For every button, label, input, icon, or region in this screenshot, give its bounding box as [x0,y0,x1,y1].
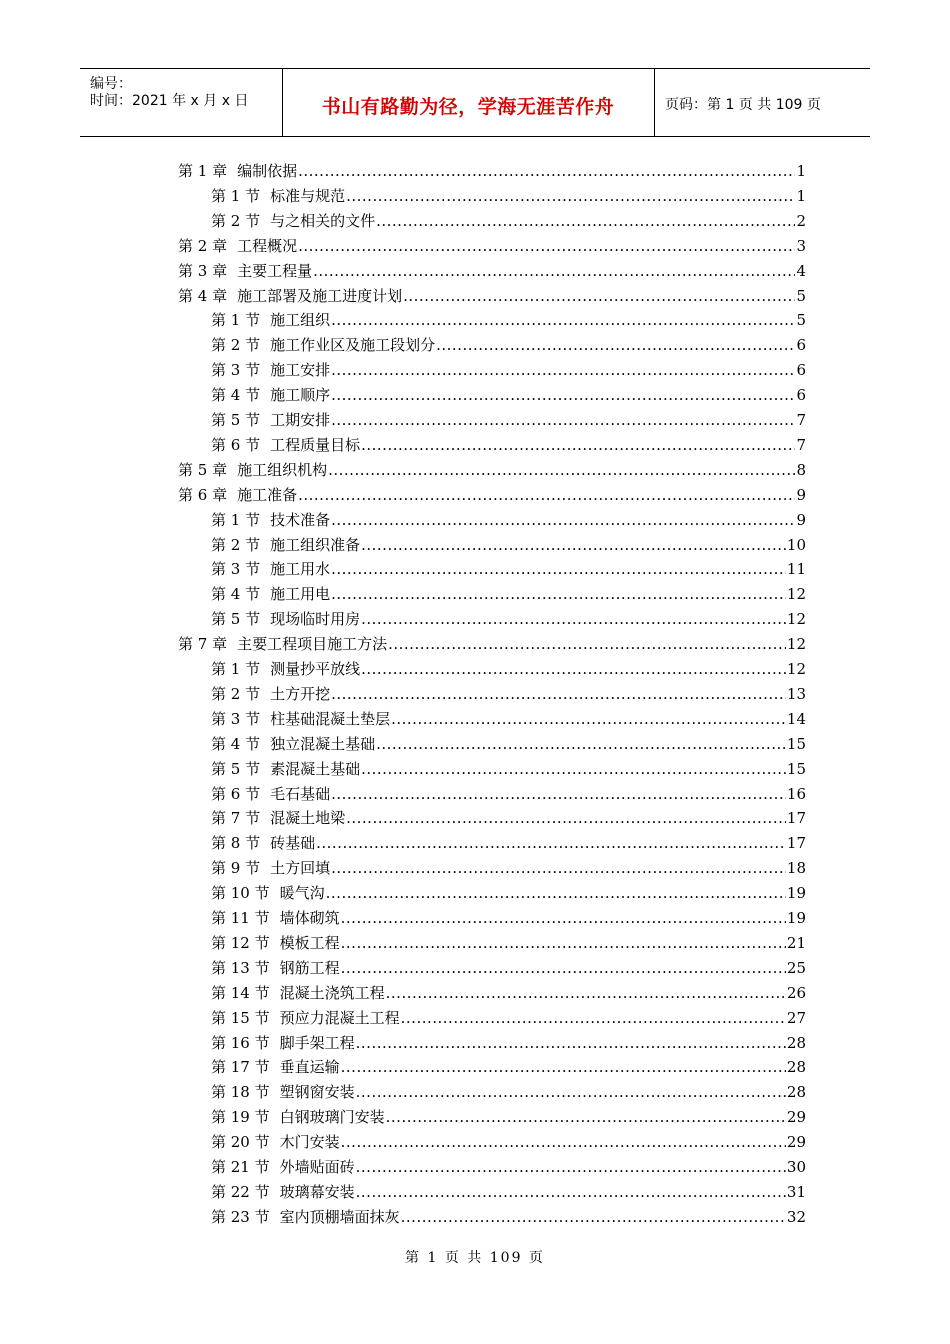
toc-section-entry[interactable] [211,359,806,381]
toc-chapter-entry[interactable] [178,484,806,506]
toc-dot-leader [298,160,795,182]
toc-entry-page: 21 [786,933,806,952]
toc-section-entry[interactable] [211,658,806,680]
toc-section-entry[interactable] [211,907,806,929]
toc-entry-title: 室内顶棚墙面抹灰 [279,1207,400,1226]
toc-entry-title: 预应力混凝土工程 [279,1008,400,1027]
toc-entry-number: 第 5 章 [178,460,228,479]
toc-entry-page: 9 [796,510,806,529]
page-header [80,68,870,137]
toc-entry-title: 混凝土浇筑工程 [279,983,385,1002]
toc-entry-title: 土方开挖 [270,684,331,703]
toc-dot-leader [331,409,795,431]
toc-entry-number: 第 21 节 [211,1158,270,1176]
toc-entry-number: 第 1 章 [178,162,228,180]
header-motto: 书山有路勤为径，学海无涯苦作舟 [321,96,615,118]
toc-section-entry[interactable] [211,783,806,805]
toc-chapter-entry[interactable] [178,235,806,257]
toc-entry-title: 标准与规范 [270,186,346,205]
toc-entry-title: 玻璃幕安装 [279,1182,355,1201]
toc-entry-page: 1 [796,186,806,205]
toc-entry-title: 施工组织准备 [270,535,361,554]
toc-dot-leader [341,1131,786,1153]
toc-section-entry[interactable] [211,509,806,531]
toc-entry-page: 6 [796,336,806,355]
toc-entry-number: 第 13 节 [211,958,270,977]
toc-entry-page: 5 [796,311,806,330]
toc-dot-leader [331,384,795,406]
toc-entry-page: 11 [786,560,806,579]
toc-entry-page: 25 [786,958,806,977]
toc-entry-title: 施工用水 [270,560,331,579]
toc-dot-leader [341,907,786,929]
toc-dot-leader [341,1056,786,1078]
toc-dot-leader [361,608,786,630]
toc-entry-title: 素混凝土基础 [270,759,361,778]
toc-entry-page: 8 [796,460,806,479]
toc-dot-leader [356,1156,786,1178]
toc-entry-page: 12 [786,610,806,629]
toc-dot-leader [386,982,786,1004]
toc-dot-leader [356,1181,786,1203]
toc-entry-page: 17 [786,809,806,828]
toc-entry-number: 第 10 节 [211,884,270,903]
toc-entry-number: 第 2 节 [211,684,261,703]
toc-entry-title: 施工作业区及施工段划分 [270,336,436,355]
toc-entry-title: 施工顺序 [270,386,331,405]
document-number-label: 编号： [90,76,132,92]
toc-entry-number: 第 20 节 [211,1133,270,1152]
toc-entry-page: 28 [786,1058,806,1077]
toc-section-entry[interactable] [211,957,806,979]
toc-chapter-entry[interactable] [178,459,806,481]
toc-dot-leader [391,708,786,730]
toc-entry-number: 第 3 节 [211,709,261,728]
toc-section-entry[interactable] [211,733,806,755]
toc-entry-number: 第 6 节 [211,784,261,803]
toc-entry-title: 主要工程项目施工方法 [237,635,388,654]
toc-chapter-entry[interactable] [178,160,806,182]
toc-entry-title: 施工组织 [270,311,331,330]
toc-entry-number: 第 6 节 [211,435,261,454]
toc-dot-leader [331,783,786,805]
header-page-info: 页码：第 1 页 共 109 页 [665,97,821,113]
toc-entry-title: 测量抄平放线 [270,660,361,678]
toc-entry-page: 16 [786,784,806,803]
toc-entry-page: 1 [796,162,806,180]
toc-entry-number: 第 1 节 [211,660,261,678]
toc-entry-page: 28 [786,1033,806,1052]
toc-section-entry[interactable] [211,882,806,904]
toc-entry-number: 第 4 节 [211,585,261,604]
toc-entry-number: 第 2 节 [211,211,261,230]
toc-dot-leader [401,1206,786,1228]
toc-section-entry[interactable] [211,434,806,456]
toc-entry-title: 编制依据 [237,162,298,180]
toc-entry-page: 29 [786,1108,806,1127]
toc-section-entry[interactable] [211,384,806,406]
toc-dot-leader [331,857,786,879]
toc-section-entry[interactable] [211,857,806,879]
toc-entry-page: 19 [786,884,806,903]
toc-entry-page: 31 [786,1182,806,1201]
toc-entry-title: 独立混凝土基础 [270,734,376,753]
toc-section-entry[interactable] [211,1131,806,1153]
toc-entry-title: 塑钢窗安装 [279,1083,355,1102]
toc-dot-leader [331,359,795,381]
toc-entry-title: 毛石基础 [270,784,331,803]
toc-entry-title: 砖基础 [270,834,316,853]
toc-dot-leader [341,957,786,979]
toc-entry-page: 3 [796,236,806,255]
toc-entry-number: 第 3 节 [211,361,261,380]
toc-entry-number: 第 3 章 [178,261,228,280]
toc-entry-title: 钢筋工程 [279,958,340,977]
toc-entry-page: 14 [786,709,806,728]
toc-entry-title: 脚手架工程 [279,1033,355,1052]
toc-entry-title: 现场临时用房 [270,610,361,629]
toc-entry-title: 技术准备 [270,510,331,529]
toc-chapter-entry[interactable] [178,285,806,307]
toc-dot-leader [313,260,795,282]
toc-entry-title: 柱基础混凝土垫层 [270,709,391,728]
toc-section-entry[interactable] [211,1032,806,1054]
toc-entry-page: 17 [786,834,806,853]
toc-entry-page: 9 [796,485,806,504]
toc-entry-page: 5 [796,286,806,305]
toc-entry-title: 墙体砌筑 [279,909,340,927]
toc-entry-number: 第 18 节 [211,1083,270,1102]
toc-section-entry[interactable] [211,534,806,556]
toc-entry-title: 模板工程 [279,933,340,952]
toc-entry-page: 30 [786,1158,806,1176]
toc-entry-number: 第 5 节 [211,759,261,778]
toc-entry-number: 第 7 节 [211,809,261,828]
toc-entry-page: 12 [786,585,806,604]
toc-dot-leader [331,583,786,605]
toc-dot-leader [403,285,795,307]
toc-dot-leader [331,683,786,705]
toc-dot-leader [346,185,795,207]
toc-entry-title: 土方回填 [270,859,331,878]
toc-entry-number: 第 14 节 [211,983,270,1002]
toc-entry-page: 10 [786,535,806,554]
toc-entry-title: 主要工程量 [237,261,313,280]
toc-entry-number: 第 4 节 [211,386,261,405]
toc-section-entry[interactable] [211,1206,806,1228]
toc-entry-page: 7 [796,435,806,454]
toc-entry-title: 外墙贴面砖 [279,1158,355,1176]
toc-entry-title: 施工安排 [270,361,331,380]
toc-section-entry[interactable] [211,807,806,829]
toc-dot-leader [401,1007,786,1029]
toc-entry-number: 第 15 节 [211,1008,270,1027]
toc-dot-leader [331,509,795,531]
toc-section-entry[interactable] [211,608,806,630]
toc-entry-number: 第 16 节 [211,1033,270,1052]
toc-section-entry[interactable] [211,583,806,605]
toc-section-entry[interactable] [211,1181,806,1203]
toc-dot-leader [328,459,795,481]
toc-entry-title: 暖气沟 [279,884,325,903]
toc-section-entry[interactable] [211,758,806,780]
toc-section-entry[interactable] [211,1106,806,1128]
toc-dot-leader [376,210,795,232]
toc-section-entry[interactable] [211,210,806,232]
toc-entry-title: 垂直运输 [279,1058,340,1077]
toc-entry-page: 27 [786,1008,806,1027]
toc-entry-page: 13 [786,684,806,703]
toc-entry-page: 32 [786,1207,806,1226]
toc-entry-page: 6 [796,361,806,380]
toc-dot-leader [298,484,795,506]
toc-entry-title: 工程概况 [237,236,298,255]
toc-section-entry[interactable] [211,683,806,705]
toc-entry-title: 施工部署及施工进度计划 [237,286,403,305]
toc-entry-page: 2 [796,211,806,230]
toc-entry-title: 混凝土地梁 [270,809,346,828]
toc-dot-leader [388,633,786,655]
toc-dot-leader [346,807,786,829]
toc-entry-page: 12 [786,660,806,678]
page-footer: 第 1 页 共 109 页 [405,1250,545,1266]
header-motto-cell [282,69,655,136]
toc-entry-page: 15 [786,759,806,778]
toc-section-entry[interactable] [211,982,806,1004]
toc-entry-page: 12 [786,635,806,654]
toc-entry-number: 第 11 节 [211,909,270,927]
toc-dot-leader [361,658,786,680]
toc-entry-page: 19 [786,909,806,927]
toc-entry-page: 29 [786,1133,806,1152]
toc-chapter-entry[interactable] [178,633,806,655]
toc-entry-title: 施工用电 [270,585,331,604]
toc-dot-leader [386,1106,786,1128]
toc-dot-leader [361,534,786,556]
toc-dot-leader [316,832,786,854]
toc-section-entry[interactable] [211,1156,806,1178]
toc-entry-page: 6 [796,386,806,405]
toc-dot-leader [356,1081,786,1103]
toc-entry-title: 与之相关的文件 [270,211,376,230]
toc-entry-number: 第 6 章 [178,485,228,504]
toc-dot-leader [436,334,795,356]
toc-dot-leader [326,882,786,904]
toc-section-entry[interactable] [211,832,806,854]
toc-entry-title: 施工准备 [237,485,298,504]
toc-entry-number: 第 2 章 [178,236,228,255]
toc-entry-number: 第 7 章 [178,635,228,654]
toc-dot-leader [331,309,795,331]
toc-entry-title: 工程质量目标 [270,435,361,454]
toc-section-entry[interactable] [211,708,806,730]
toc-entry-number: 第 17 节 [211,1058,270,1077]
toc-dot-leader [361,758,786,780]
toc-entry-page: 7 [796,411,806,429]
toc-entry-number: 第 23 节 [211,1207,270,1226]
toc-entry-number: 第 22 节 [211,1182,270,1201]
toc-entry-title: 木门安装 [279,1133,340,1152]
toc-dot-leader [361,434,795,456]
toc-section-entry[interactable] [211,932,806,954]
toc-entry-number: 第 1 节 [211,311,261,330]
toc-section-entry[interactable] [211,185,806,207]
toc-entry-page: 18 [786,859,806,878]
toc-section-entry[interactable] [211,558,806,580]
toc-entry-page: 4 [796,261,806,280]
toc-entry-number: 第 5 节 [211,610,261,629]
toc-entry-page: 15 [786,734,806,753]
toc-entry-title: 工期安排 [270,411,331,429]
toc-chapter-entry[interactable] [178,260,806,282]
document-date-label: 时间：2021 年 x 月 x 日 [90,93,249,109]
toc-entry-number: 第 3 节 [211,560,261,579]
toc-entry-number: 第 2 节 [211,336,261,355]
toc-entry-number: 第 1 节 [211,510,261,529]
toc-entry-number: 第 12 节 [211,933,270,952]
toc-entry-number: 第 8 节 [211,834,261,853]
toc-entry-number: 第 5 节 [211,411,261,429]
toc-entry-number: 第 19 节 [211,1108,270,1127]
toc-section-entry[interactable] [211,309,806,331]
toc-dot-leader [298,235,795,257]
toc-entry-number: 第 1 节 [211,186,261,205]
toc-entry-number: 第 9 节 [211,859,261,878]
toc-dot-leader [356,1032,786,1054]
toc-entry-title: 白钢玻璃门安装 [279,1108,385,1127]
toc-dot-leader [341,932,786,954]
toc-entry-page: 28 [786,1083,806,1102]
toc-section-entry[interactable] [211,1007,806,1029]
header-meta-cell [80,69,283,136]
toc-section-entry[interactable] [211,1081,806,1103]
toc-entry-number: 第 2 节 [211,535,261,554]
toc-dot-leader [331,558,786,580]
toc-entry-number: 第 4 节 [211,734,261,753]
toc-section-entry[interactable] [211,409,806,431]
toc-entry-page: 26 [786,983,806,1002]
toc-section-entry[interactable] [211,334,806,356]
header-page-cell [655,69,870,136]
toc-dot-leader [376,733,786,755]
toc-entry-number: 第 4 章 [178,286,228,305]
toc-section-entry[interactable] [211,1056,806,1078]
toc-entry-title: 施工组织机构 [237,460,328,479]
